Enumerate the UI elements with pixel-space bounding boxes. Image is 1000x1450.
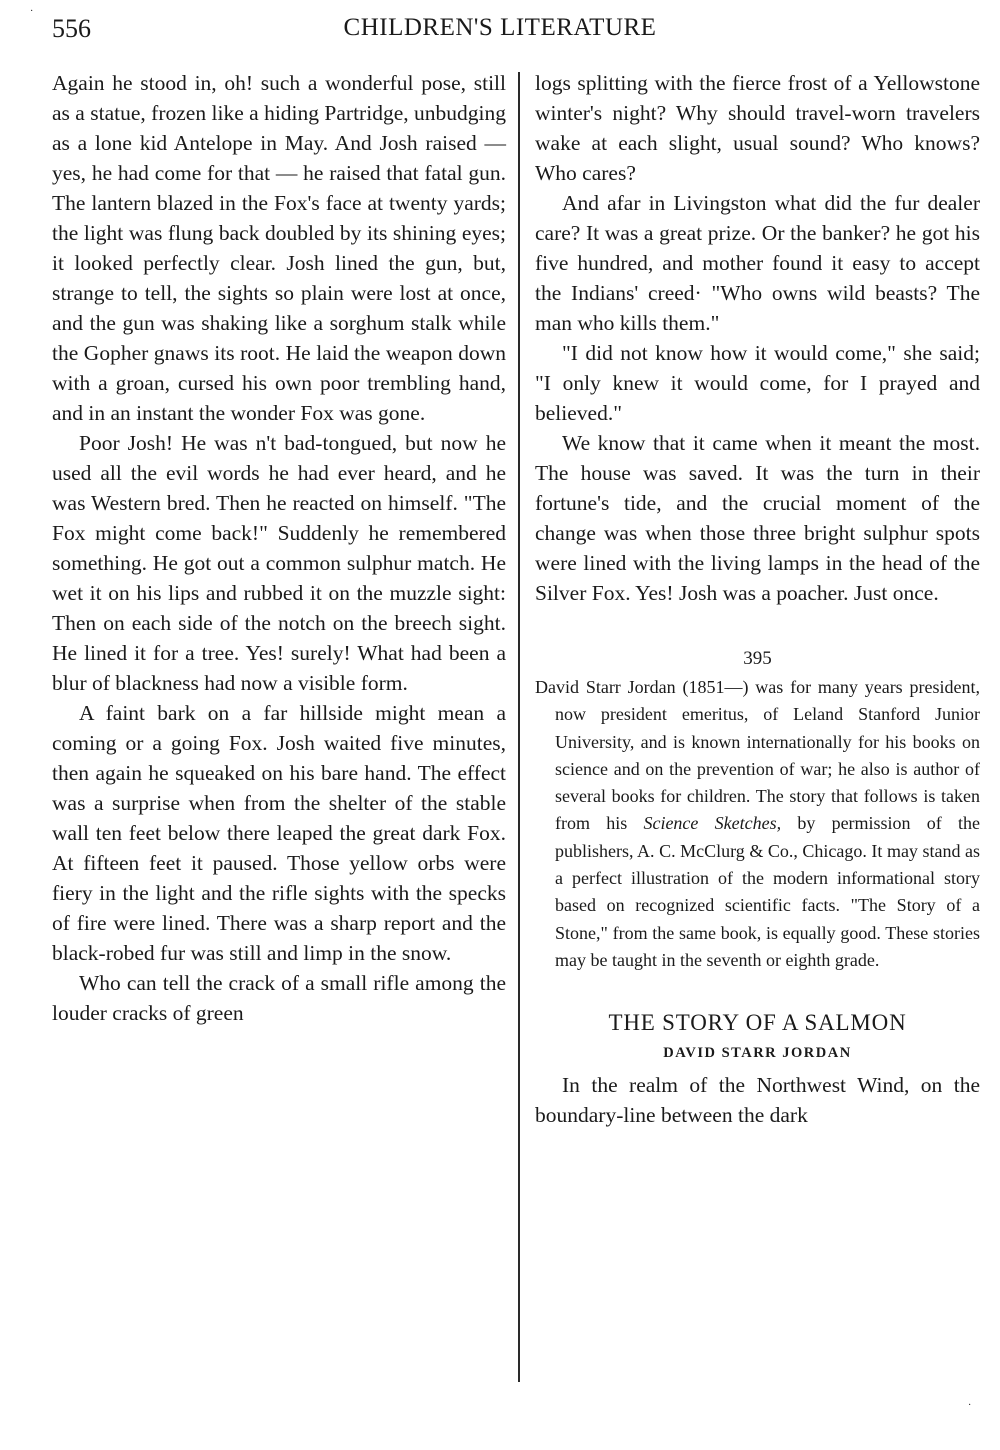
bio-text-after-title: by permission of the publishers, A. C. McClurg & Co., Chicago. It may stand as a perfect illustration of the modern informational story based on recognized scientific facts. "The Story of a Stone," from the same book, is equally good. These stories may be taught in the seventh or eighth grade. <box>555 813 981 970</box>
page-number: 556 <box>52 14 91 43</box>
bio-text-before-title: David Starr Jordan (1851—) was for many years president, now president emeritus, of Leland Stanford Junior University, and is known internationally for his books on science and on the prevention of war; he also is author of several books for children. The story that follows is taken from his <box>535 677 980 834</box>
left-paragraph-1: Again he stood in, oh! such a wonderful pose, still as a statue, frozen like a hiding Partridge, unbudging as a lone kid Antelope in May. And Josh raised — yes, he had come for that — he raised that fatal gun. The lantern blazed in the Fox's face at twenty yards; the light was flung back doubled by its shining eyes; it looked perfectly clear. Josh lined the gun, but, strange to tell, the sights so plain were lost at once, and the gun was shaking like a sorghum stalk while the Gopher gnaws its root. He laid the weapon down with a groan, cursed his own poor trembling hand, and in an instant the wonder Fox was gone. <box>52 71 506 425</box>
right-paragraph-4: We know that it came when it meant the most. The house was saved. It was the turn in their fortune's tide, and the crucial moment of the change was when those three bright sulphur spots were lined with the living lamps in the head of the Silver Fox. Yes! Josh was a poacher. Just once. <box>535 431 980 605</box>
story-opening-paragraph: In the realm of the Northwest Wind, on the boundary-line between the dark <box>535 1073 980 1128</box>
right-column <box>535 68 980 1130</box>
left-column <box>52 68 506 1028</box>
left-paragraph-2: Poor Josh! He was n't bad-tongued, but now he used all the evil words he had ever heard, and he was Western bred. Then he reacted on himself. "The Fox might come back!" Suddenly he remembered something. He got out a common sulphur match. He wet it on his lips and rubbed it on the muzzle sight: Then on each side of the notch on the breech sight. He lined it for a tree. Yes! surely! What had been a blur of blackness had now a visible form. <box>52 431 506 695</box>
story-author: DAVID STARR JORDAN <box>663 1045 852 1062</box>
story-title: THE STORY OF A SALMON <box>608 1010 907 1036</box>
entry-number: 395 <box>743 648 772 669</box>
left-paragraph-4: Who can tell the crack of a small rifle among the louder cracks of green <box>52 971 506 1025</box>
right-paragraph-1: logs splitting with the fierce frost of a Yellowstone winter's night? Why should travel-worn travelers wake at each slight, usual sound? Who knows? Who cares? <box>535 71 980 185</box>
right-paragraph-3: "I did not know how it would come," she said; "I only knew it would come, for I prayed and believed." <box>535 341 980 425</box>
scan-mark-top: · <box>30 6 34 17</box>
column-divider <box>518 72 520 1382</box>
page-header <box>0 12 1000 48</box>
right-paragraph-2: And afar in Livingston what did the fur dealer care? It was a great prize. Or the banker? he got his five hundred, and mother found it easy to accept the Indians' creed· "Who owns wild beasts? The man who kills them." <box>535 191 980 335</box>
left-paragraph-3: A faint bark on a far hillside might mean a coming or a going Fox. Josh waited five minutes, then again he squeaked on his bare hand. The effect was a surprise when from the shelter of the stable wall ten feet below there leaped the great dark Fox. At fifteen feet it paused. Those yellow orbs were fiery in the light and the rifle sights with the specks of fire were lined. There was a sharp report and the black-robed fur was still and limp in the snow. <box>52 701 506 965</box>
scan-mark-bottom: · <box>968 1400 972 1411</box>
author-biography <box>535 674 980 974</box>
bio-book-title: Science Sketches, <box>643 813 782 834</box>
running-head: CHILDREN'S LITERATURE <box>343 14 657 41</box>
